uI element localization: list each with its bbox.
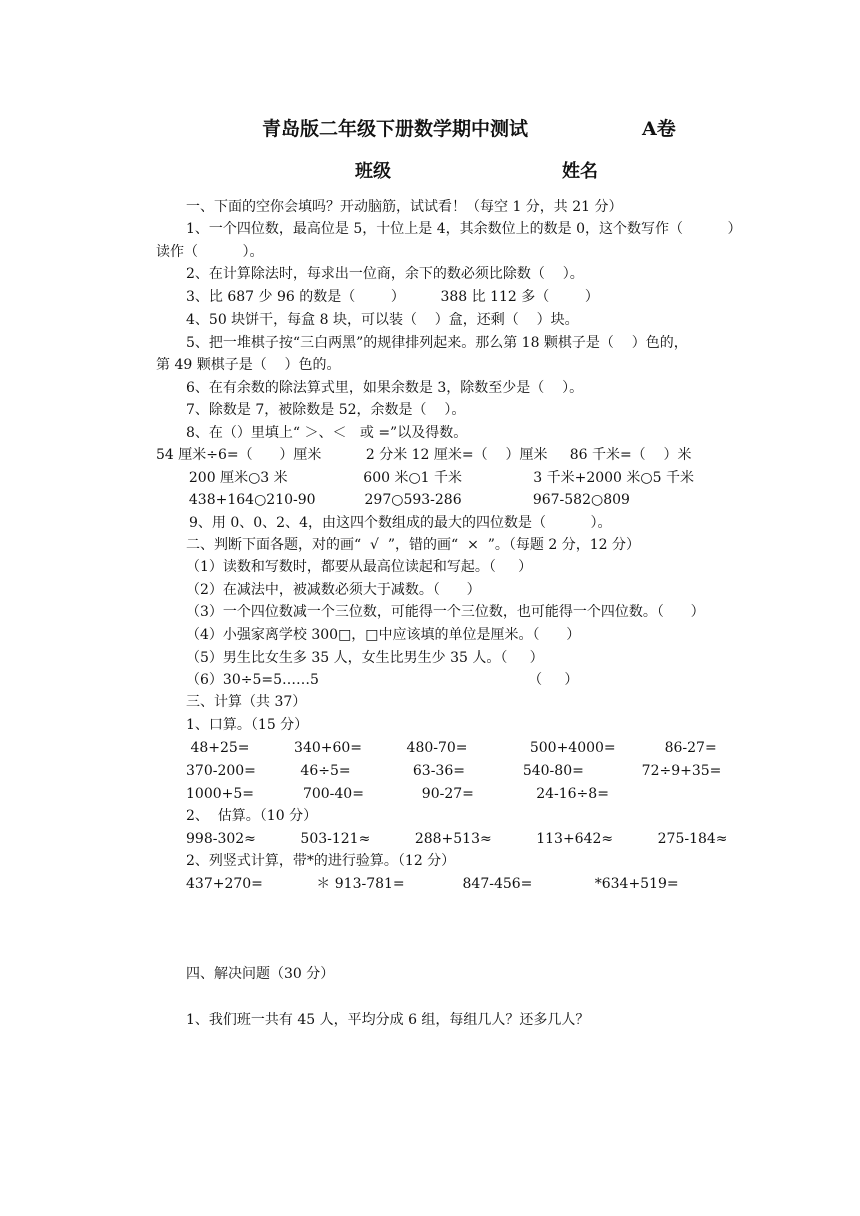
- q7: 7、除数是 7，被除数是 52，余数是（ ）。: [186, 402, 466, 418]
- judge-4: （4）小强家离学校 300□，□中应该填的单位是厘米。（ ）: [186, 627, 581, 643]
- oral-row-1: 48+25= 340+60= 480-70= 500+4000= 86-27=: [186, 740, 717, 756]
- oral-row-2: 370-200= 46÷5= 63-36= 540-80= 72÷9+35=: [186, 763, 722, 779]
- estimate-row: 998-302≈ 503-121≈ 288+513≈ 113+642≈ 275-184≈: [186, 831, 728, 847]
- vertical-calc-row: 437+270= ＊ 913-781= 847-456= *634+519=: [186, 876, 679, 892]
- q8-row2: 200 厘米○3 米 600 米○1 千米 3 千米+2000 米○5 千米: [180, 470, 694, 486]
- name-label: 姓名: [562, 161, 598, 182]
- oral-row-3: 1000+5= 700-40= 90-27= 24-16÷8=: [186, 786, 609, 802]
- q4: 4、50 块饼干，每盒 8 块，可以装（ ）盒，还剩（ ）块。: [186, 312, 579, 328]
- class-label: 班级: [355, 161, 391, 182]
- judge-6: （6）30÷5=5……5 （ ）: [186, 672, 579, 688]
- exam-title: 青岛版二年级下册数学期中测试: [262, 118, 529, 140]
- judge-3: （3）一个四位数减一个三位数，可能得一个三位数，也可能得一个四位数。（ ）: [186, 604, 705, 620]
- q9: 9、用 0、0、2、4，由这四个数组成的最大的四位数是（ ）。: [189, 515, 612, 531]
- q3: 3、比 687 少 96 的数是（ ） 388 比 112 多（ ）: [186, 289, 599, 305]
- q8-row1: 54 厘米÷6=（ ）厘米 2 分米 12 厘米=（ ）厘米 86 千米=（ ）米: [156, 447, 692, 463]
- estimate-heading: 2、 估算。（10 分）: [186, 808, 318, 824]
- q6: 6、在有余数的除法算式里，如果余数是 3，除数至少是（ ）。: [186, 380, 584, 396]
- q8: 8、在（）里填上“ ＞、＜ 或 =”以及得数。: [186, 425, 468, 441]
- section1-heading: 一、下面的空你会填吗？开动脑筋，试试看！（每空 1 分，共 21 分）: [186, 199, 623, 215]
- judge-5: （5）男生比女生多 35 人，女生比男生少 35 人。（ ）: [186, 650, 544, 666]
- judge-2: （2）在减法中，被减数必须大于减数。（ ）: [186, 582, 481, 598]
- section4-heading: 四、解决问题（30 分）: [186, 966, 335, 982]
- section2-heading: 二、判断下面各题，对的画“ √ ”，错的画“ × ”。（每题 2 分，12 分）: [186, 537, 640, 553]
- q1-line2: 读作（ ）。: [156, 244, 264, 260]
- q5-line1: 5、把一堆棋子按“三白两黑”的规律排列起来。那么第 18 颗棋子是（ ）色的，: [186, 335, 688, 351]
- q2: 2、在计算除法时，每求出一位商，余下的数必须比除数（ ）。: [186, 266, 584, 282]
- q1-line1: 1、一个四位数，最高位是 5，十位上是 4，其余数位上的数是 0，这个数写作（ ）: [186, 221, 742, 237]
- judge-1: （1）读数和写数时，都要从最高位读起和写起。（ ）: [186, 559, 533, 575]
- section3-heading: 三、计算（共 37）: [186, 694, 307, 710]
- paper-version-label: A卷: [642, 118, 676, 140]
- q8-row3: 438+164○210-90 297○593-286 967-582○809: [180, 492, 630, 508]
- problem-1: 1、我们班一共有 45 人，平均分成 6 组，每组几人？还多几人？: [186, 1012, 590, 1028]
- vertical-calc-heading: 2、列竖式计算，带*的进行验算。（12 分）: [186, 853, 456, 869]
- q5-line2: 第 49 颗棋子是（ ）色的。: [156, 357, 341, 373]
- oral-heading: 1、口算。（15 分）: [186, 717, 309, 733]
